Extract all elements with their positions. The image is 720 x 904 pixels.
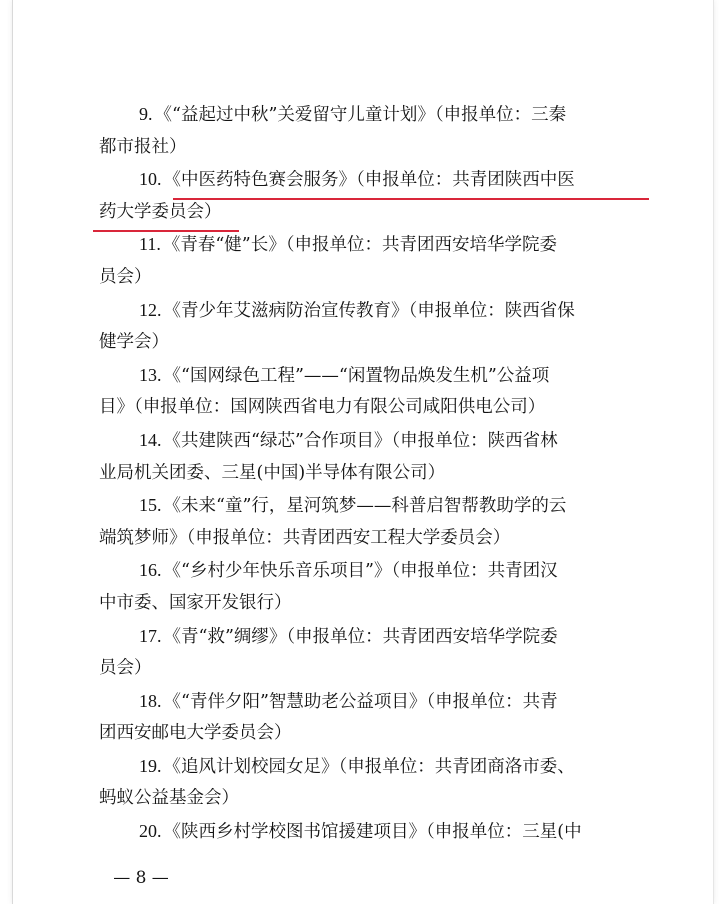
item-number: 12. — [139, 299, 162, 320]
item-number: 13. — [139, 364, 162, 385]
item-text: 《追风计划校园女足》（申报单位：共青团商洛市委、 — [163, 756, 575, 777]
item-number: 16. — [139, 560, 162, 581]
item-text: 《青少年艾滋病防治宣传教育》（申报单位：陕西省保 — [163, 300, 575, 321]
list-item-11 — [13, 228, 713, 261]
item-number: 9. — [139, 104, 153, 124]
item-number: 19. — [139, 755, 162, 776]
item-text: 《“国网绿色工程”——“闲置物品焕发生机”公益项 — [163, 365, 550, 386]
page-number: — 8 — — [113, 868, 169, 888]
list-item-15 — [13, 489, 713, 522]
project-list — [13, 98, 713, 848]
list-item-18 — [13, 685, 713, 718]
list-item-12-cont: 健学会） — [99, 332, 169, 353]
item-text: 《青“救”绸缪》（申报单位：共青团西安培华学院委 — [163, 626, 558, 647]
list-item-13-cont: 目》（申报单位：国网陕西省电力有限公司咸阳供电公司） — [99, 397, 546, 418]
item-text: 《中医药特色赛会服务》（申报单位：共青团陕西中医 — [163, 170, 575, 191]
list-item-20 — [13, 815, 713, 848]
list-item-9 — [13, 98, 713, 131]
list-item-19 — [13, 750, 713, 783]
item-number: 17. — [139, 625, 162, 646]
item-number: 15. — [139, 495, 162, 516]
item-number: 18. — [139, 690, 162, 711]
item-number: 10. — [139, 169, 162, 190]
item-number: 11. — [139, 234, 161, 255]
item-text: 《未来“童”行，星河筑梦——科普启智帮教助学的云 — [163, 496, 567, 517]
item-text: 《青春“健”长》（申报单位：共青团西安培华学院委 — [162, 235, 557, 256]
item-text: 《共建陕西“绿芯”合作项目》（申报单位：陕西省林 — [163, 430, 558, 451]
list-item-10-cont: 药大学委员会） — [99, 201, 222, 222]
list-item-12 — [13, 294, 713, 327]
item-text: 《陕西乡村学校图书馆援建项目》（申报单位：三星(中 — [163, 822, 582, 843]
list-item-14 — [13, 424, 713, 457]
red-highlight-underline-continued — [93, 230, 239, 232]
item-text: 《“乡村少年快乐音乐项目”》（申报单位：共青团汉 — [163, 561, 558, 582]
item-text: 《“益起过中秋”关爱留守儿童计划》（申报单位：三秦 — [154, 105, 567, 125]
item-number: 14. — [139, 429, 162, 450]
list-item-15-cont: 端筑梦师》（申报单位：共青团西安工程大学委员会） — [99, 527, 511, 548]
list-item-17 — [13, 620, 713, 653]
item-number: 20. — [139, 821, 162, 842]
document-page — [12, 0, 714, 904]
item-text: 《“青伴夕阳”智慧助老公益项目》（申报单位：共青 — [163, 691, 558, 712]
list-item-10 — [13, 163, 713, 196]
list-item-17-cont: 员会） — [99, 658, 152, 679]
list-item-14-cont: 业局机关团委、三星(中国)半导体有限公司） — [99, 462, 446, 483]
list-item-19-cont: 蚂蚁公益基金会） — [99, 788, 239, 809]
list-item-16 — [13, 554, 713, 587]
list-item-11-cont: 员会） — [99, 266, 152, 287]
list-item-13 — [13, 359, 713, 392]
list-item-16-cont: 中市委、国家开发银行） — [99, 592, 292, 613]
list-item-9-cont: 都市报社） — [99, 136, 187, 157]
red-highlight-underline — [173, 198, 649, 200]
list-item-18-cont: 团西安邮电大学委员会） — [99, 723, 292, 744]
